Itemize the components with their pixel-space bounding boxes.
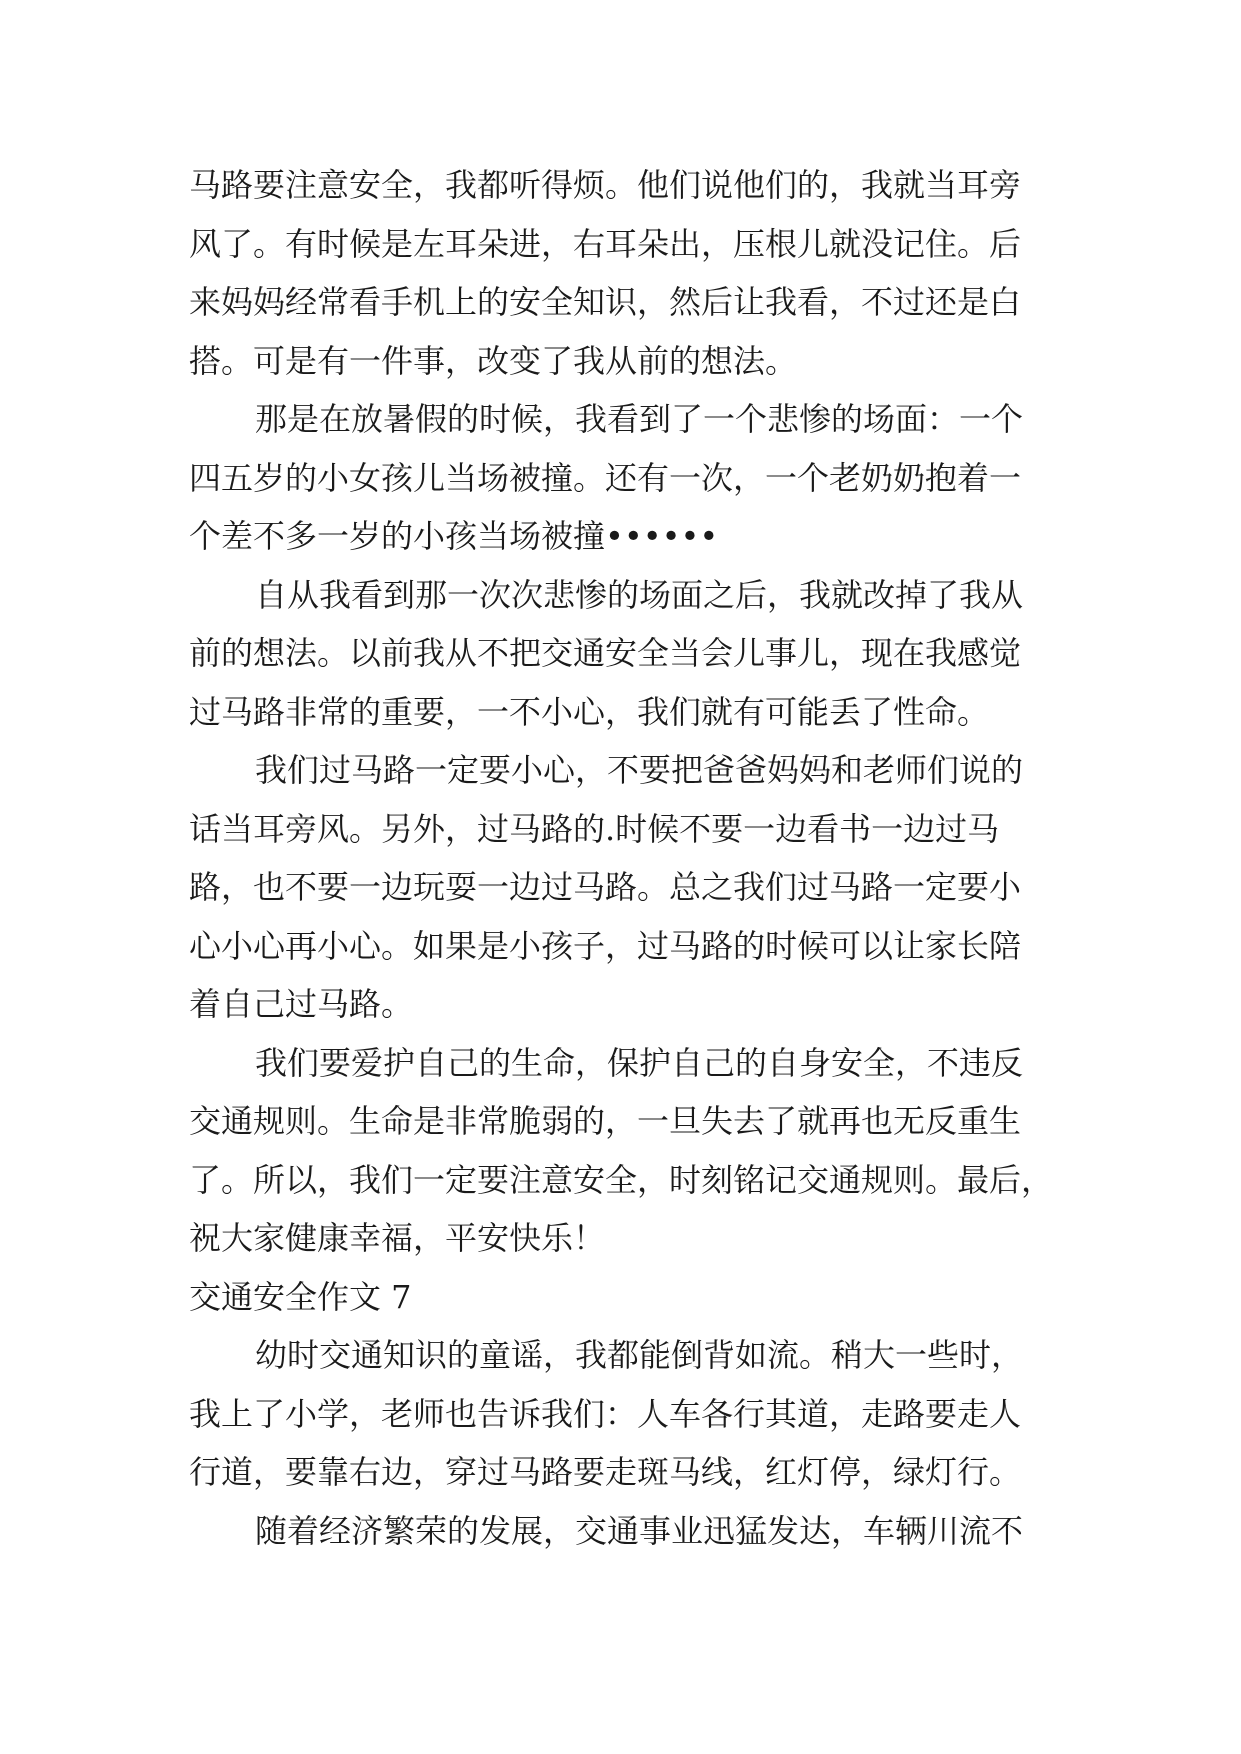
text-line: 那是在放暑假的时候，我看到了一个悲惨的场面：一个 (255, 400, 1024, 438)
document-body (189, 156, 1069, 1560)
text-line: 四五岁的小女孩儿当场被撞。还有一次，一个老奶奶抱着一 (189, 458, 1022, 497)
text-line: 着自己过马路。 (189, 985, 414, 1023)
paragraph (189, 390, 1069, 566)
text-line: 随着经济繁荣的发展，交通事业迅猛发达，车辆川流不 (255, 1511, 1024, 1550)
paragraph (189, 156, 1069, 390)
text-line: 了。所以，我们一定要注意安全，时刻铭记交通规则。最后， (189, 1160, 1054, 1199)
paragraph (189, 1034, 1069, 1268)
text-line: 自从我看到那一次次悲惨的场面之后，我就改掉了我从 (255, 575, 1024, 614)
text-line: 我们要爱护自己的生命，保护自己的自身安全，不违反 (255, 1043, 1024, 1082)
text-line: 搭。可是有一件事，改变了我从前的想法。 (189, 341, 798, 380)
text-line: 来妈妈经常看手机上的安全知识，然后让我看，不过还是白 (189, 283, 1022, 321)
paragraph (189, 1326, 1069, 1502)
paragraph (189, 741, 1069, 1034)
text-line: 心小心再小心。如果是小孩子，过马路的时候可以让家长陪 (189, 926, 1022, 965)
text-line: 我上了小学，老师也告诉我们：人车各行其道，走路要走人 (189, 1394, 1022, 1433)
text-line: 行道，要靠右边，穿过马路要走斑马线，红灯停，绿灯行。 (189, 1453, 1022, 1491)
text-line: 前的想法。以前我从不把交通安全当会儿事儿，现在我感觉 (189, 634, 1022, 672)
text-line: 风了。有时候是左耳朵进，右耳朵出，压根儿就没记住。后 (189, 224, 1022, 263)
text-line: 过马路非常的重要，一不小心，我们就有可能丢了性命。 (189, 692, 990, 731)
text-line: 交通规则。生命是非常脆弱的，一旦失去了就再也无反重生 (189, 1102, 1022, 1140)
text-line: 路，也不要一边玩耍一边过马路。总之我们过马路一定要小 (189, 868, 1022, 906)
text-line: 幼时交通知识的童谣，我都能倒背如流。稍大一些时， (255, 1336, 1024, 1374)
text-line: 马路要注意安全，我都听得烦。他们说他们的，我就当耳旁 (189, 166, 1022, 204)
text-line: 我们过马路一定要小心，不要把爸爸妈妈和老师们说的 (255, 751, 1024, 789)
section-heading: 交通安全作文 7 (189, 1277, 412, 1316)
paragraph (189, 566, 1069, 742)
text-line: 话当耳旁风。另外，过马路的.时候不要一边看书一边过马 (189, 809, 1000, 848)
text-line: 个差不多一岁的小孩当场被撞•••••• (189, 517, 719, 555)
paragraph (189, 1502, 1069, 1561)
text-line: 祝大家健康幸福，平安快乐！ (189, 1219, 606, 1257)
